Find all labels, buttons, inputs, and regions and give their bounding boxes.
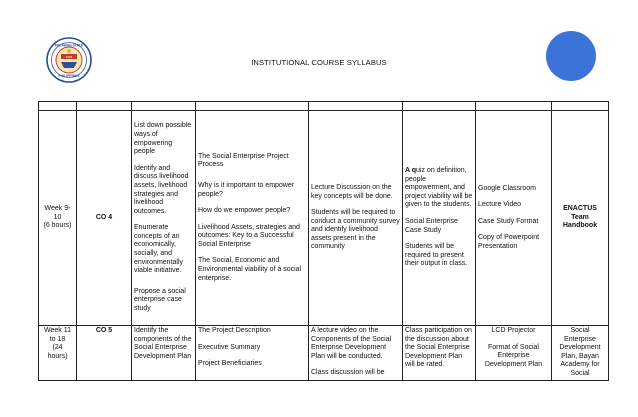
- resource-text: LCD Projector: [491, 327, 536, 334]
- outcome-text: Identify and discuss livelihood assets, livelihood strategies and livelihood outcomes.: [134, 164, 189, 215]
- blue-circle-logo: [546, 31, 596, 81]
- topic-text: Executive Summary: [198, 343, 261, 351]
- resources-cell: [476, 326, 552, 381]
- assessment-bold-prefix: A q: [405, 167, 417, 175]
- resource-text: Google Classroom: [478, 184, 536, 192]
- week-text: Week 11 to 18 (24 hours): [44, 327, 71, 360]
- assessment-text: Social Enterprise Case Study: [405, 218, 458, 234]
- course-outcome-cell: CO 5: [77, 326, 132, 381]
- references-cell: ENACTUS Team Handbook: [552, 111, 609, 326]
- learning-outcomes-cell: [132, 111, 196, 326]
- outcome-text: Identify the components of the Social Enterprise Development Plan: [134, 327, 192, 360]
- activities-cell: [309, 111, 403, 326]
- activity-text: A lecture video on the Components of the Social Enterprise Development Plan will be conducted.: [311, 327, 392, 360]
- resources-cell: [476, 111, 552, 326]
- table-row: [39, 111, 609, 326]
- svg-text:PALAWAN STATE: PALAWAN STATE: [54, 43, 84, 48]
- syllabus-table: [38, 101, 609, 381]
- course-outcome-cell: CO 4: [77, 111, 132, 326]
- references-cell: Social Enterprise Development Plan, Bayan Academy for Social: [552, 326, 609, 381]
- assessment-cell: [403, 326, 476, 381]
- assessment-rest: uiz on definition, people empowerment, and project viability will be given to the students.: [405, 167, 473, 209]
- learning-outcomes-cell: [132, 326, 196, 381]
- week-cell: [39, 326, 77, 381]
- assessment-text: [405, 167, 473, 210]
- activity-text: Class discussion will be: [311, 369, 385, 377]
- activity-text: Students will be required to conduct a community survey and identify livelihood assets present in the community: [311, 209, 400, 251]
- table-header-row: [39, 102, 609, 111]
- topic-text: Why is it important to empower people?: [198, 181, 295, 198]
- assessment-text: Students will be required to present their output in class.: [405, 243, 468, 268]
- svg-text:1965: 1965: [65, 55, 73, 59]
- topics-cell: [196, 111, 309, 326]
- topic-text: The Social, Economic and Environmental viability of a social enterprise.: [198, 257, 302, 282]
- topic-text: The Social Enterprise Project Process: [198, 152, 289, 169]
- resource-text: Format of Social Enterprise Development Plan: [484, 343, 543, 368]
- outcome-text: Enumerate concepts of an economically, socially, and environmentally viable initiative.: [134, 224, 184, 275]
- week-cell: [39, 111, 77, 326]
- resource-text: Lecture Video: [478, 201, 522, 209]
- svg-text:PHILIPPINES: PHILIPPINES: [58, 74, 80, 78]
- assessment-cell: [403, 111, 476, 326]
- topic-text: The Project Description: [198, 327, 271, 334]
- outcome-text: Propose a social enterprise case study: [134, 287, 186, 313]
- topic-text: How do we empower people?: [198, 207, 291, 215]
- outcome-text: List down possible ways of empowering people: [134, 122, 192, 156]
- topics-cell: [196, 326, 309, 381]
- topic-text: Livelihood Assets, strategies and outcomes: Key to a Successful Social Enterprise: [198, 223, 300, 248]
- resource-text: Case Study Format: [478, 217, 539, 225]
- week-text: Week 9- 10 (6 hours): [43, 205, 72, 230]
- page-title: INSTITUTIONAL COURSE SYLLABUS: [251, 58, 387, 67]
- table-row: [39, 326, 609, 381]
- assessment-text: Class participation on the discussion about the Social Enterprise Development Plan will be rated.: [405, 327, 472, 369]
- resource-text: Copy of Powerpoint Presentation: [478, 234, 540, 250]
- activity-text: Lecture Discussion on the key concepts will be done.: [311, 183, 393, 200]
- topic-text: Project Beneficiaries: [198, 360, 262, 368]
- activities-cell: [309, 326, 403, 381]
